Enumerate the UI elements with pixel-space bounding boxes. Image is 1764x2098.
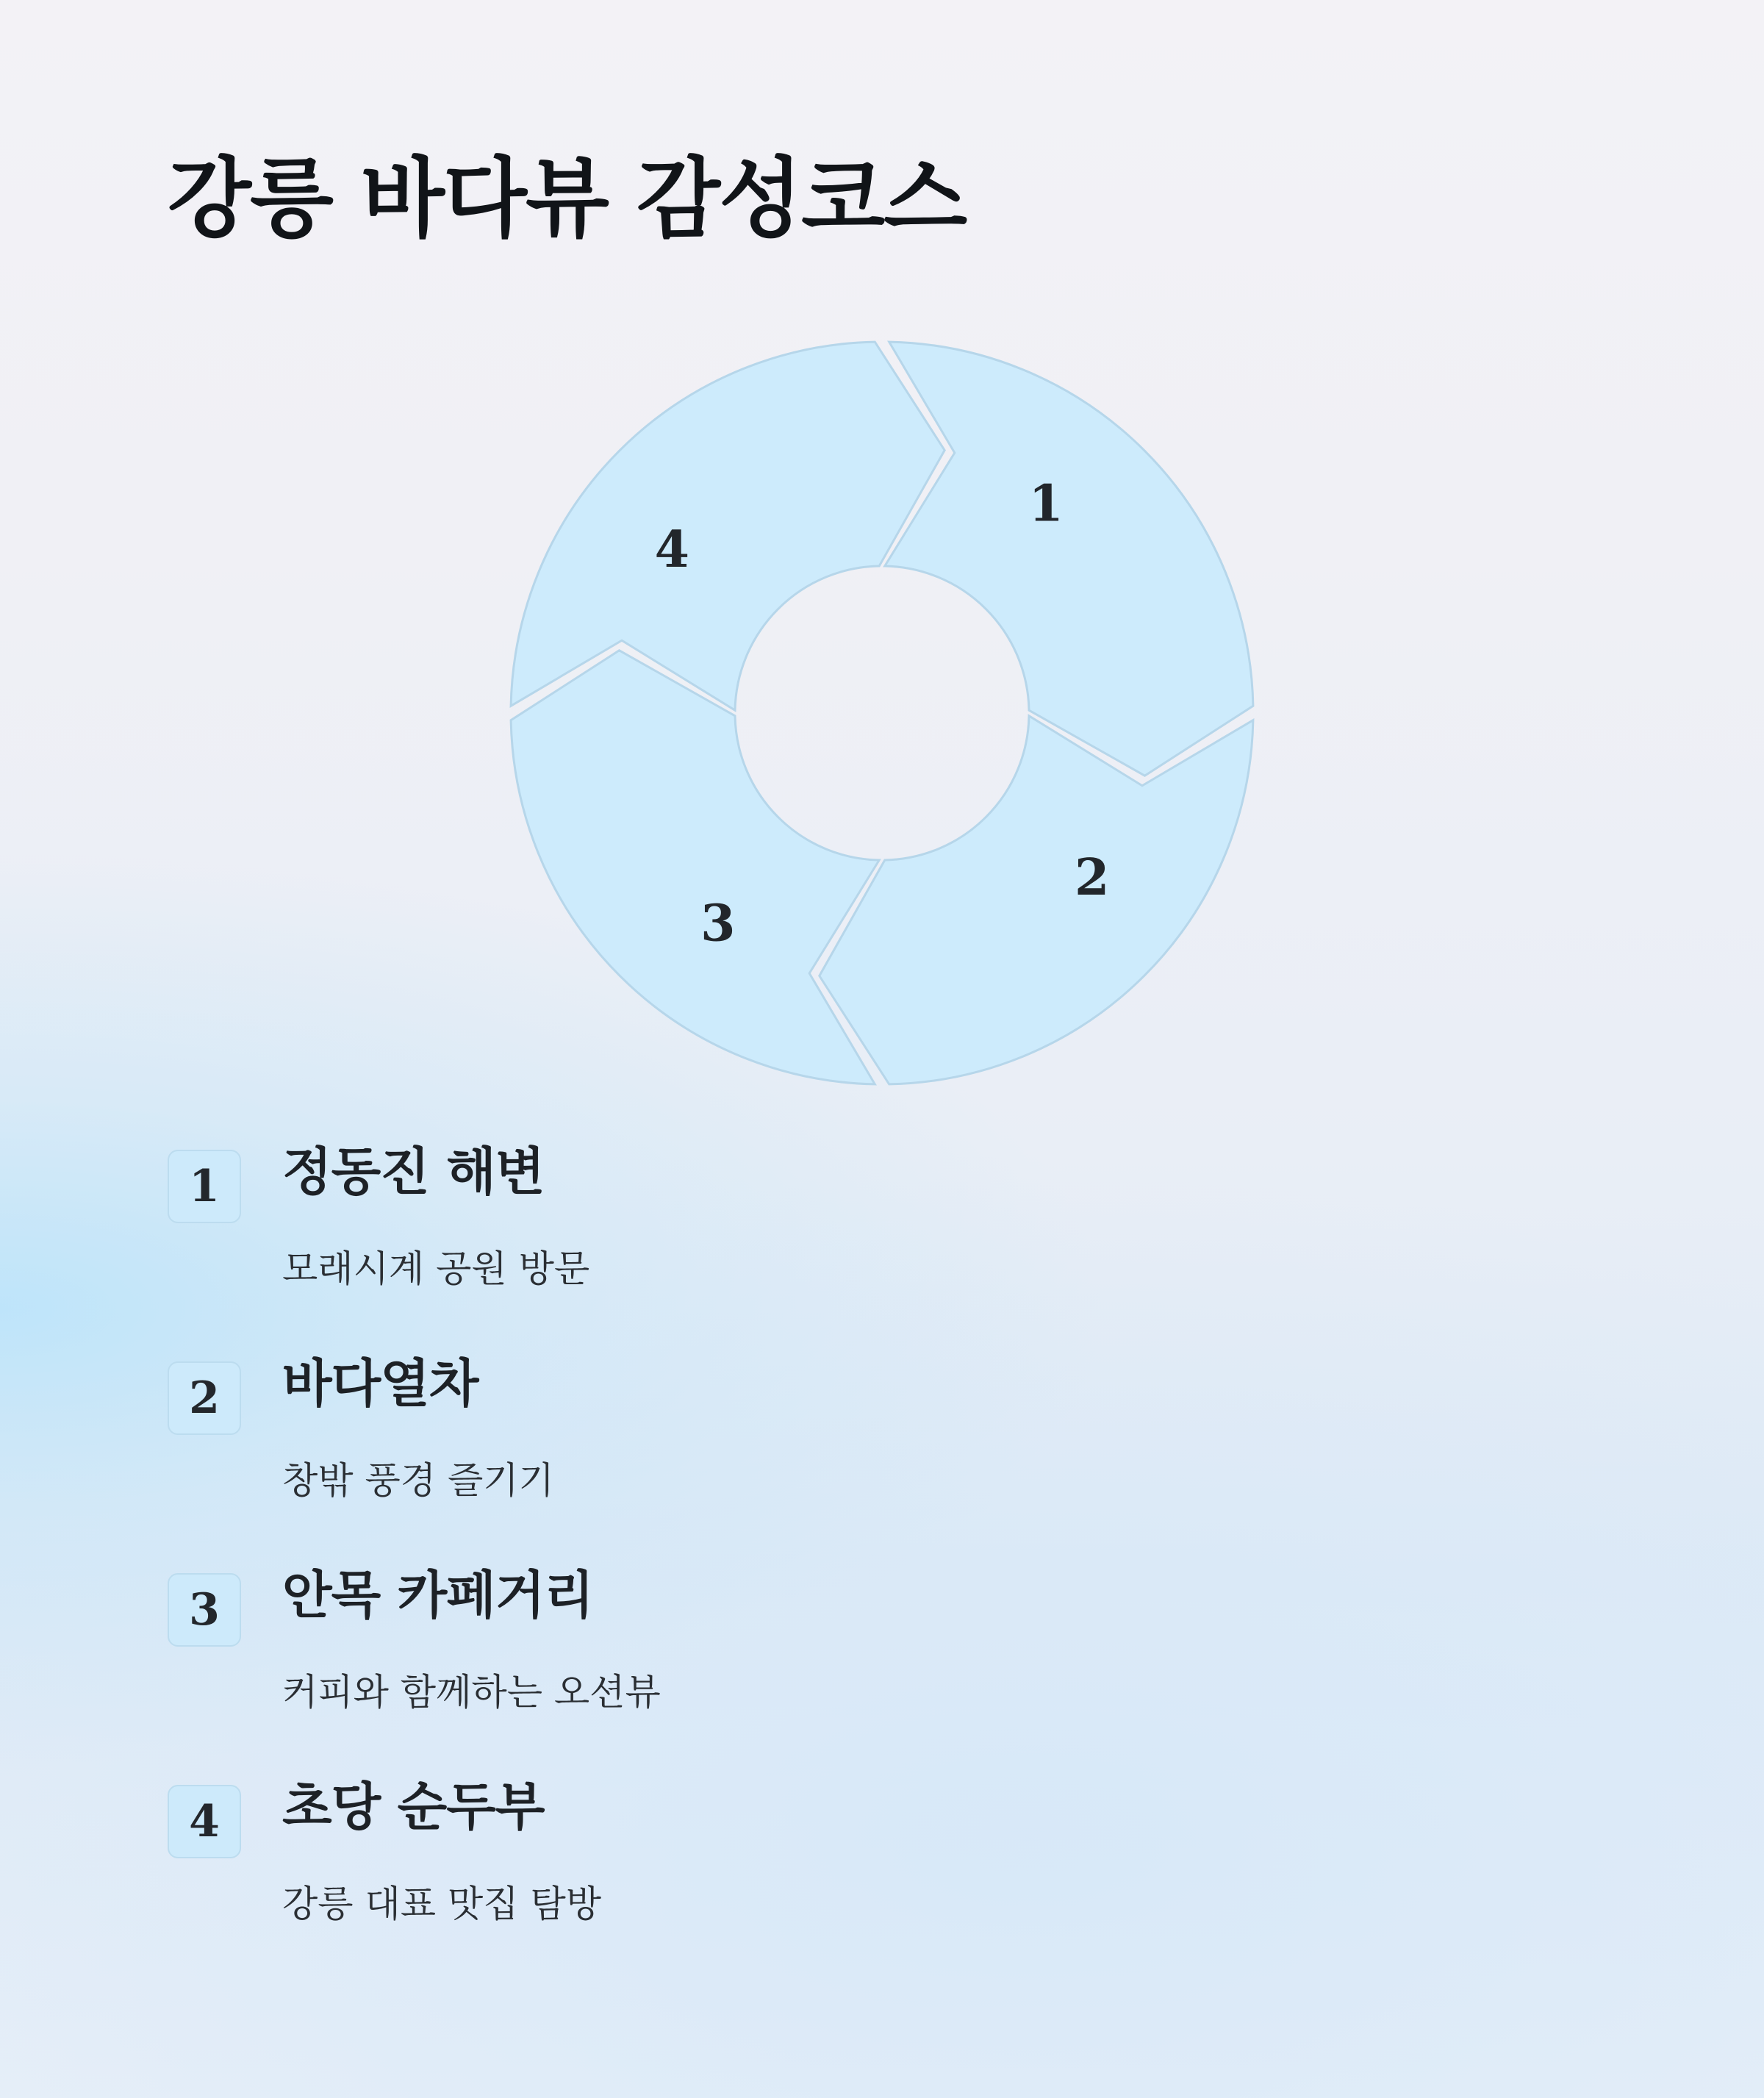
cycle-segment-label: 2 — [1075, 848, 1110, 908]
step-title: 초당 순두부 — [282, 1777, 545, 1837]
step-number-badge: 4 — [168, 1785, 241, 1858]
cycle-segment-3 — [511, 651, 879, 1084]
page-title: 강릉 바다뷰 감성코스 — [168, 148, 967, 249]
step-description: 모래시계 공원 방문 — [282, 1247, 590, 1290]
step-description: 강릉 대표 맛집 탐방 — [282, 1883, 602, 1925]
step-title: 정동진 해변 — [282, 1142, 545, 1202]
step-number-badge: 1 — [168, 1150, 241, 1223]
step-number-badge: 3 — [168, 1573, 241, 1647]
step-title: 바다열차 — [282, 1353, 478, 1414]
step-title: 안목 카페거리 — [282, 1565, 594, 1625]
cycle-segment-label: 3 — [700, 894, 736, 953]
step-number-badge: 2 — [168, 1361, 241, 1435]
cycle-segment-label: 1 — [1028, 474, 1064, 534]
cycle-segment-2 — [820, 716, 1253, 1084]
step-description: 창밖 풍경 즐기기 — [282, 1459, 554, 1502]
cycle-segment-1 — [885, 342, 1253, 776]
cycle-segment-4 — [511, 342, 944, 710]
step-description: 커피와 함께하는 오션뷰 — [282, 1671, 661, 1714]
cycle-segment-label: 4 — [654, 520, 689, 579]
